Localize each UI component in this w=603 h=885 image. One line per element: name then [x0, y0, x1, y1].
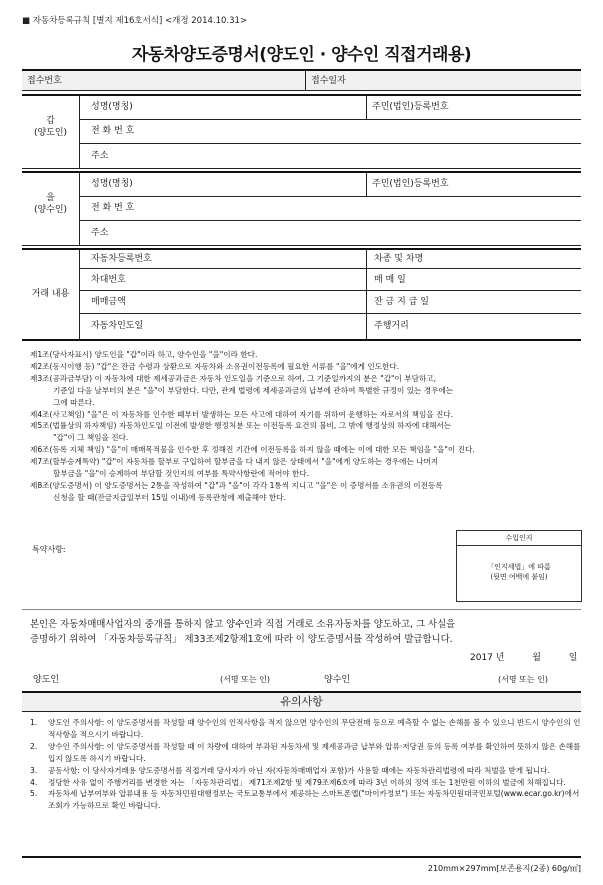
- certification-line: 본인은 자동차매매사업자의 중개를 통하지 않고 양수인과 직접 거래로 소유자동차를 양도하고, 그 사실을: [30, 619, 456, 630]
- clause-line: 제3조(공과금부담) 이 자동차에 대한 제세공과금은 자동차 인도일을 기준으로 하여, 그 기준일까지의 분은 "갑"이 부담하고,: [30, 373, 437, 383]
- certification-line: 증명하기 위하여 「자동차등록규칙」 제33조제2항제1호에 따라 이 양도증명서를 작성하여 발급합니다.: [30, 634, 453, 645]
- revenue-stamp-line2: (뒷면 여백에 붙임): [490, 573, 548, 581]
- receipt-row-shade: [22, 70, 581, 90]
- seller-reg-label: 주민(법인)등록번호: [372, 102, 449, 112]
- clause-line: 제8조(양도증명서) 이 양도증명서는 2통을 작성하여 "갑"과 "을"이 각각 1통씩 지니고 "을"은 이 증명서를 소유권의 이전등록: [30, 480, 443, 490]
- note-item: [30, 788, 582, 812]
- seller-name-label: 성명(명칭): [91, 102, 133, 112]
- buyer-phone-label: 전 화 번 호: [91, 203, 135, 213]
- buyer-address-label: 주소: [91, 228, 109, 238]
- notes-list: [30, 717, 582, 812]
- trade-amount-label: 매매금액: [91, 297, 126, 307]
- trade-row2-bottom: [79, 290, 581, 291]
- table-top-border: [22, 69, 581, 71]
- trade-reg-no-label: 자동차등록번호: [91, 254, 152, 264]
- issue-year-unit: 년: [495, 653, 505, 663]
- trade-middle-divider: [366, 249, 367, 340]
- receipt-row-bottom: [22, 90, 581, 91]
- note-text: 자동차세 납부여부와 압류내용 등 자동차민원대행정보는 국토교통부에서 제공하는 스마트폰앱("마이카정보") 또는 자동차민원대국민포털(www.ecar.go.kr)에서 조회가 가능하므로 확인 바랍니다.: [48, 789, 580, 811]
- buyer-bottom-border: [22, 245, 581, 246]
- seller-row1-bottom: [79, 119, 581, 120]
- buyer-signature-label: 양수인: [324, 675, 351, 685]
- note-text: 정당한 사유 없이 주행거리를 변경한 자는 「자동차관리법」 제71조제2항 및 제79조제6호에 따라 3년 이하의 징역 또는 1천만원 이하의 벌금에 처해집니다.: [48, 777, 566, 787]
- trade-vin-label: 차대번호: [91, 275, 126, 285]
- clause-line: 제1조(당사자표시) 양도인을 "갑"이라 하고, 양수인을 "을"이라 한다.: [30, 350, 258, 359]
- contract-clauses: [30, 349, 578, 504]
- note-number: 2.: [30, 741, 38, 751]
- trade-top-border: [22, 248, 581, 250]
- issue-year: 2017: [470, 653, 493, 663]
- buyer-reg-label: 주민(법인)등록번호: [372, 179, 449, 189]
- seller-signature-hint: (서명 또는 인): [220, 675, 270, 684]
- note-number: 1.: [30, 718, 38, 727]
- trade-row3-bottom: [79, 313, 581, 314]
- trade-delivery-label: 자동차인도일: [91, 321, 144, 331]
- certification-top-divider: [22, 609, 581, 610]
- buyer-signature-hint: (서명 또는 인): [498, 675, 548, 684]
- notes-title: 유의사항: [280, 695, 323, 708]
- clause-line: "갑"이 그 책임을 진다.: [53, 433, 129, 443]
- buyer-row2-bottom: [79, 220, 581, 221]
- seller-address-label: 주소: [91, 151, 109, 161]
- receipt-divider: [305, 70, 306, 90]
- trade-sale-date-label: 매 매 일: [374, 275, 406, 285]
- buyer-row1-bottom: [79, 196, 581, 197]
- seller-label: [22, 115, 79, 139]
- note-item: [30, 777, 582, 789]
- issue-month-unit: 월: [532, 653, 541, 663]
- note-text: 양수인 주의사항: 이 양도증명서를 작성할 때 이 차량에 대하여 부과된 자동차세 및 제세공과금 납부와 압류·저당권 등의 등록 여부를 확인하여 뜻하지 않은 손해를 입지 않도록 하시기 바랍니다.: [48, 741, 581, 763]
- clause-line: 할부금을 "을"이 승계하여 부담할 것인지의 여부를 특약사항란에 적어야 한다.: [53, 469, 310, 479]
- clause-line: 그에 따른다.: [53, 397, 95, 407]
- note-item: [30, 765, 582, 777]
- seller-top-border: [22, 94, 581, 96]
- revenue-stamp-header: 수입인지: [457, 531, 581, 546]
- trade-label: 거래 내용: [31, 289, 70, 299]
- trade-balance-date-label: 잔 금 지 급 일: [374, 297, 429, 307]
- revenue-stamp-line1: 「인지세법」에 따름: [487, 563, 551, 571]
- seller-label-line2: (양도인): [33, 128, 68, 138]
- buyer-label-divider: [79, 172, 80, 245]
- trade-label-divider: [79, 249, 80, 340]
- page-bottom-border: [22, 856, 581, 858]
- note-item: [30, 741, 582, 765]
- special-terms-label: 특약사항:: [32, 545, 66, 554]
- note-text: 양도인 주의사항: 이 양도증명서를 작성할 때 양수인의 인적사항을 적지 않으면 양수인의 무단전매 등으로 예측할 수 없는 손해를 볼 수 있으니 반드시 양수인의 인적사항을 적으시기 바랍니다.: [48, 718, 581, 739]
- issue-day-unit: 일: [568, 653, 578, 663]
- form-header-note: ■ 자동차등록규칙 [별지 제16호서식] <개정 2014.10.31>: [22, 16, 248, 26]
- note-number: 3.: [30, 765, 38, 775]
- seller-name-divider: [366, 95, 367, 119]
- note-number: 5.: [30, 789, 38, 799]
- clause-line: 제5조(법률상의 하자책임) 자동차인도일 이전에 발생한 행정처분 또는 이전등록 요건의 불비, 그 밖에 행정상의 하자에 대해서는: [30, 421, 452, 431]
- buyer-name-divider: [366, 172, 367, 196]
- receipt-number-label: 접수번호: [27, 76, 62, 86]
- note-item: [30, 717, 582, 741]
- clause-line: 기준일 다음 날부터의 분은 "을"이 부담한다. 다만, 관계 법령에 제세공과금의 납부에 관하여 특별한 규정이 있는 경우에는: [53, 385, 454, 395]
- trade-row1-bottom: [79, 268, 581, 269]
- clause-line: 제7조(할부승계특약) "갑"이 자동차를 할부로 구입하여 할부금을 다 내지 않은 상태에서 "을"에게 양도하는 경우에는 나머지: [30, 457, 439, 467]
- notes-title-bottom: [22, 711, 581, 712]
- trade-bottom-border: [22, 339, 581, 341]
- buyer-label: [22, 192, 79, 216]
- receipt-date-label: 접수일자: [311, 76, 346, 86]
- buyer-label-line1: 을: [46, 193, 55, 203]
- clause-line: 제2조(동시이행 등) "갑"은 잔금 수령과 상환으로 자동차와 소유권이전등록에 필요한 서류를 "을"에게 인도한다.: [30, 361, 400, 371]
- issue-date: [470, 650, 577, 663]
- note-number: 4.: [30, 777, 38, 787]
- buyer-name-label: 성명(명칭): [91, 179, 133, 189]
- seller-label-divider: [79, 95, 80, 168]
- clause-line: 신청을 할 때(잔금지급일부터 15일 이내)에 등록관청에 제출해야 한다.: [53, 492, 286, 502]
- certification-statement: [30, 617, 578, 647]
- trade-mileage-label: 주행거리: [374, 321, 409, 331]
- buyer-top-border: [22, 171, 581, 173]
- buyer-label-line2: (양수인): [33, 205, 68, 215]
- seller-signature-label: 양도인: [33, 675, 60, 685]
- seller-phone-label: 전 화 번 호: [91, 126, 135, 136]
- seller-bottom-border: [22, 168, 581, 169]
- clause-line: 제6조(등록 지체 책임) "을"이 매매목적물을 인수한 후 정해진 기간에 이전등록을 하지 않을 때에는 이에 대한 모든 책임을 "을"이 진다.: [30, 445, 475, 455]
- revenue-stamp-box: [456, 530, 582, 602]
- trade-type-label: 차종 및 차명: [374, 254, 424, 264]
- paper-spec-footer: 210mm×297mm[보존용지(2종) 60g/㎡]: [427, 864, 581, 873]
- page-title: 자동차양도증명서(양도인 · 양수인 직접거래용): [131, 45, 472, 65]
- seller-row2-bottom: [79, 143, 581, 144]
- seller-label-line1: 갑: [46, 116, 55, 126]
- note-text: 공동사항: 이 당사자거래용 양도증명서를 직접거래 당사자가 아닌 자(자동차매매업자 포함)가 사용할 때에는 자동차관리법령에 따라 처벌을 받게 됩니다.: [48, 765, 550, 775]
- clause-line: 제4조(사고책임) "을"은 이 자동차를 인수한 때부터 발생하는 모든 사고에 대하여 자기를 위하여 운행하는 자로서의 책임을 진다.: [30, 409, 454, 419]
